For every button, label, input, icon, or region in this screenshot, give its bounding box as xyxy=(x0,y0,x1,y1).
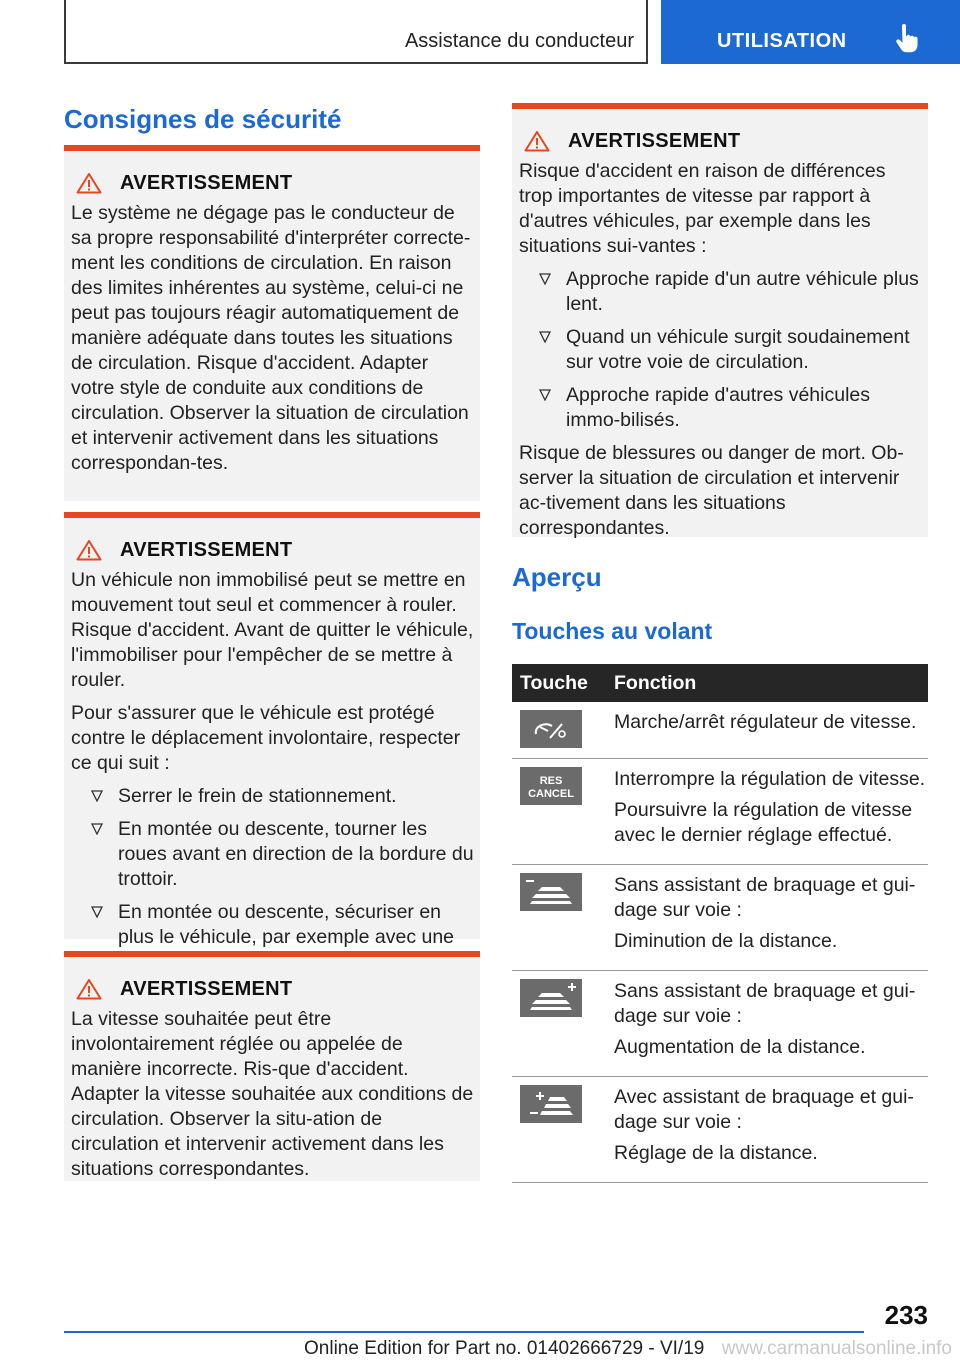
bullet-list xyxy=(64,784,480,975)
section-heading: Aperçu xyxy=(512,562,602,592)
list-item: En montée ou descente, tourner les roues avant en direction de la bordure du trottoir. xyxy=(64,817,480,892)
warning-triangle-icon xyxy=(524,130,550,152)
warning-text: Un véhicule non immobilisé peut se mettre en mouvement tout seul et commencer à rouler. Risque d'accident. Avant de quitter le véhicule, l'immobiliser pour l'empêcher de se mettre à rouler. xyxy=(71,569,474,691)
distance-increase-icon xyxy=(520,979,582,1017)
triangle-bullet-icon xyxy=(91,823,103,835)
warning-text: La vitesse souhaitée peut être involontairement réglée ou appelée de manière incorrecte. Ris-que d'accident. Adapter la vitesse souhaitée aux conditions de circulation. Observer la situ-ation de circulation et intervenir activement dans les situations correspondantes. xyxy=(71,1008,474,1180)
warning-box xyxy=(64,951,480,1181)
table-cell-text: Avec assistant de braquage et gui-dage sur voie : xyxy=(614,1086,914,1133)
warning-box xyxy=(64,512,480,948)
warning-box xyxy=(512,103,928,537)
cruise-control-on-off-icon xyxy=(520,710,582,748)
triangle-bullet-icon xyxy=(539,389,551,401)
distance-adjust-icon xyxy=(520,1085,582,1123)
triangle-bullet-icon xyxy=(539,273,551,285)
table-row xyxy=(512,702,928,759)
column-header: Fonction xyxy=(614,664,928,702)
warning-title: AVERTISSEMENT xyxy=(120,977,293,1000)
steering-buttons-table xyxy=(512,664,928,1183)
table-row xyxy=(512,865,928,971)
column-header: Touche xyxy=(512,664,614,702)
triangle-bullet-icon xyxy=(91,906,103,918)
list-item: Approche rapide d'un autre véhicule plus lent. xyxy=(512,267,928,317)
res-cancel-icon xyxy=(520,767,582,805)
list-item: Approche rapide d'autres véhicules immo-bilisés. xyxy=(512,383,928,433)
warning-triangle-icon xyxy=(76,539,102,561)
triangle-bullet-icon xyxy=(91,790,103,802)
pointing-hand-icon xyxy=(893,24,921,54)
header-chapter-box xyxy=(661,0,960,64)
footer-divider xyxy=(64,1331,864,1333)
watermark: www.carmanualsonline.info xyxy=(721,1338,952,1359)
subsection-heading: Touches au volant xyxy=(512,618,713,644)
page-title: Consignes de sécurité xyxy=(64,104,342,134)
bullet-list xyxy=(512,267,928,433)
table-row xyxy=(512,1077,928,1183)
svg-text:RES: RES xyxy=(539,775,563,787)
list-item: Quand un véhicule surgit soudainement sur votre voie de circulation. xyxy=(512,325,928,375)
svg-text:CANCEL: CANCEL xyxy=(528,788,574,800)
table-cell-text: Sans assistant de braquage et gui-dage sur voie : xyxy=(614,874,916,921)
edition-note: Online Edition for Part no. 01402666729 - VI/19 xyxy=(304,1338,705,1359)
list-item: En montée ou descente, sécuriser en plus le véhicule, par exemple avec une xyxy=(64,900,480,975)
table-header-row xyxy=(512,664,928,702)
table-cell-text: Sans assistant de braquage et gui-dage sur voie : xyxy=(614,980,916,1027)
table-row xyxy=(512,759,928,865)
warning-text: Risque de blessures ou danger de mort. Ob-server la situation de circulation et intervenir ac-tivement dans les situations correspondantes. xyxy=(519,442,904,539)
warning-title: AVERTISSEMENT xyxy=(120,538,293,561)
warning-text: Risque d'accident en raison de différences trop importantes de vitesse par rapport à d'autres véhicules, par exemple dans les situations sui-vantes : xyxy=(519,160,886,257)
warning-title: AVERTISSEMENT xyxy=(568,129,741,152)
warning-triangle-icon xyxy=(76,172,102,194)
warning-text: Le système ne dégage pas le conducteur de sa propre responsabilité d'interpréter correcte-ment les conditions de circulation. En raison des limites inhérentes au système, celui-ci ne peut pas toujours réagir automatiquement de manière adéquate dans toutes les situations de circulation. Risque d'accident. Adapter votre style de conduite aux conditions de circulation. Observer la situation de circulation et intervenir activement dans les situations correspondan-tes. xyxy=(71,202,471,474)
page-number: 233 xyxy=(884,1300,928,1330)
table-cell-text: Diminution de la distance. xyxy=(614,930,838,952)
warning-title: AVERTISSEMENT xyxy=(120,171,293,194)
table-cell-text: Marche/arrêt régulateur de vitesse. xyxy=(614,711,917,733)
warning-triangle-icon xyxy=(76,978,102,1000)
table-cell-text: Réglage de la distance. xyxy=(614,1142,818,1164)
triangle-bullet-icon xyxy=(539,331,551,343)
warning-text: Pour s'assurer que le véhicule est protégé contre le déplacement involontaire, respecter ce qui suit : xyxy=(71,702,461,774)
header-section-box xyxy=(64,0,648,64)
table-cell-text: Augmentation de la distance. xyxy=(614,1036,866,1058)
table-cell-text: Poursuivre la régulation de vitesse avec le dernier réglage effectué. xyxy=(614,799,913,846)
list-item: Serrer le frein de stationnement. xyxy=(64,784,480,809)
section-title: Assistance du conducteur xyxy=(404,30,634,52)
chapter-title: UTILISATION xyxy=(717,30,847,52)
table-cell-text: Interrompre la régulation de vitesse. xyxy=(614,768,926,790)
distance-decrease-icon xyxy=(520,873,582,911)
warning-box xyxy=(64,145,480,501)
table-row xyxy=(512,971,928,1077)
